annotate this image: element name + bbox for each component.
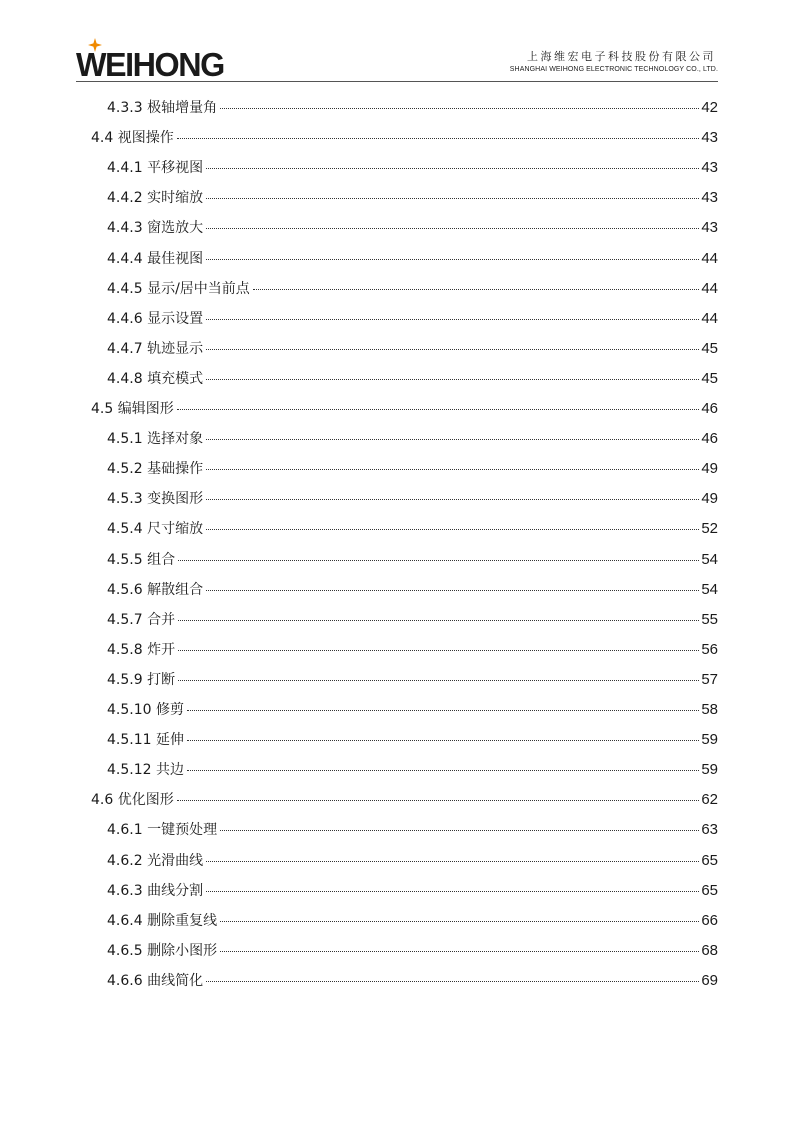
- toc-entry[interactable]: [107, 156, 718, 180]
- toc-entry-page-number: 59: [701, 731, 718, 749]
- dot-leader: [206, 198, 699, 199]
- toc-entry-title: 4.4.2 实时缩放: [107, 190, 204, 207]
- toc-entry-title: 4.5.8 炸开: [107, 641, 176, 658]
- toc-entry-page-number: 44: [701, 279, 718, 297]
- toc-entry-page-number: 63: [701, 821, 718, 839]
- toc-entry[interactable]: [107, 96, 718, 120]
- dot-leader: [206, 499, 699, 500]
- toc-entry[interactable]: [107, 457, 718, 481]
- toc-entry[interactable]: [107, 247, 718, 271]
- toc-entry-title: 4.5.4 尺寸缩放: [107, 521, 204, 538]
- toc-entry-page-number: 62: [701, 791, 718, 809]
- dot-leader: [253, 289, 700, 290]
- toc-entry-page-number: 43: [701, 189, 718, 207]
- toc-entry-page-number: 54: [701, 550, 718, 568]
- toc-entry-page-number: 54: [701, 580, 718, 598]
- toc-entry-page-number: 55: [701, 610, 718, 628]
- toc-entry[interactable]: [107, 216, 718, 240]
- toc-entry-page-number: 43: [701, 129, 718, 147]
- company-name-en: SHANGHAI WEIHONG ELECTRONIC TECHNOLOGY CO., LTD.: [509, 66, 718, 73]
- toc-entry-title: 4.4.6 显示设置: [107, 310, 204, 327]
- toc-entry-page-number: 46: [701, 400, 718, 417]
- company-name-cn: 上海维宏电子科技股份有限公司: [527, 50, 716, 63]
- dot-leader: [206, 861, 699, 862]
- toc-entry-title: 4.6 优化图形: [91, 792, 174, 809]
- toc-entry[interactable]: [107, 638, 718, 662]
- toc-entry-page-number: 52: [701, 520, 718, 538]
- dot-leader: [206, 319, 699, 320]
- dot-leader: [206, 981, 699, 982]
- toc-entry-title: 4.5.2 基础操作: [107, 461, 204, 478]
- dot-leader: [206, 228, 699, 229]
- toc-entry-page-number: 59: [701, 761, 718, 779]
- dot-leader: [206, 349, 699, 350]
- toc-entry-title: 4.4.7 轨迹显示: [107, 340, 204, 357]
- toc-entry-title: 4.4.4 最佳视图: [107, 250, 204, 267]
- dot-leader: [187, 770, 699, 771]
- dot-leader: [206, 529, 699, 530]
- dot-leader: [206, 439, 699, 440]
- dot-leader: [177, 138, 700, 139]
- toc-entry[interactable]: [107, 818, 718, 842]
- toc-entry[interactable]: [107, 487, 718, 511]
- toc-entry-page-number: 65: [701, 851, 718, 869]
- toc-entry[interactable]: [107, 307, 718, 331]
- toc-entry[interactable]: [107, 517, 718, 541]
- toc-entry-page-number: 66: [701, 911, 718, 929]
- toc-entry[interactable]: [107, 337, 718, 361]
- toc-entry[interactable]: [107, 879, 718, 903]
- dot-leader: [178, 680, 699, 681]
- toc-entry-page-number: 43: [701, 159, 718, 177]
- toc-entry-page-number: 43: [701, 219, 718, 237]
- toc-entry[interactable]: [107, 668, 718, 692]
- toc-entry-page-number: 69: [701, 971, 718, 989]
- toc-entry-title: 4.6.1 一键预处理: [107, 822, 218, 839]
- toc-entry-page-number: 49: [701, 460, 718, 478]
- toc-entry-title: 4.4.3 窗选放大: [107, 220, 204, 237]
- toc-entry-page-number: 68: [701, 941, 718, 959]
- toc-entry-title: 4.5 编辑图形: [91, 401, 174, 417]
- toc-entry-page-number: 45: [701, 339, 718, 357]
- toc-entry-title: 4.6.3 曲线分割: [107, 882, 204, 899]
- toc-entry-title: 4.5.11 延伸: [107, 732, 184, 749]
- dot-leader: [177, 409, 700, 410]
- toc-entry-page-number: 46: [701, 430, 718, 448]
- toc-entry-title: 4.5.6 解散组合: [107, 581, 204, 598]
- dot-leader: [206, 469, 699, 470]
- toc-entry[interactable]: [107, 578, 718, 602]
- toc-entry-title: 4.6.4 删除重复线: [107, 912, 218, 929]
- toc-entry[interactable]: [91, 126, 718, 150]
- toc-entry-title: 4.6.5 删除小图形: [107, 942, 218, 959]
- toc-entry[interactable]: [107, 698, 718, 722]
- toc-entry[interactable]: [107, 758, 718, 782]
- toc-entry[interactable]: [107, 548, 718, 572]
- dot-leader: [220, 108, 699, 109]
- dot-leader: [206, 259, 699, 260]
- toc-entry-title: 4.5.9 打断: [107, 671, 176, 688]
- toc-entry-title: 4.5.10 修剪: [107, 702, 184, 718]
- dot-leader: [220, 951, 699, 952]
- toc-entry-page-number: 44: [701, 309, 718, 327]
- dot-leader: [187, 710, 699, 711]
- dot-leader: [206, 168, 699, 169]
- dot-leader: [187, 740, 699, 741]
- toc-entry-title: 4.4.8 填充模式: [107, 370, 204, 387]
- toc-entry[interactable]: [107, 849, 718, 873]
- dot-leader: [178, 560, 699, 561]
- dot-leader: [206, 590, 699, 591]
- toc-entry-title: 4.5.1 选择对象: [107, 431, 204, 448]
- toc-entry-title: 4.5.3 变换图形: [107, 491, 204, 508]
- toc-entry-title: 4.5.12 共边: [107, 762, 184, 779]
- toc-entry-page-number: 49: [701, 490, 718, 508]
- toc-entry-page-number: 44: [701, 249, 718, 267]
- toc-entry-page-number: 42: [701, 99, 718, 116]
- toc-entry[interactable]: [107, 608, 718, 632]
- toc-entry-page-number: 45: [701, 369, 718, 387]
- dot-leader: [177, 800, 700, 801]
- dot-leader: [178, 650, 699, 651]
- toc-entry[interactable]: [107, 969, 718, 993]
- toc-entry[interactable]: [107, 728, 718, 752]
- dot-leader: [206, 891, 699, 892]
- toc-entry[interactable]: [107, 939, 718, 963]
- toc-entry-title: 4.4 视图操作: [91, 130, 174, 147]
- toc-entry-page-number: 65: [701, 881, 718, 899]
- toc-entry[interactable]: [107, 427, 718, 451]
- toc-entry[interactable]: [107, 277, 718, 301]
- toc-entry-page-number: 56: [701, 640, 718, 658]
- toc-entry-title: 4.4.5 显示/居中当前点: [107, 280, 250, 297]
- dot-leader: [206, 379, 699, 380]
- toc-entry-title: 4.5.7 合并: [107, 611, 176, 628]
- toc-entry[interactable]: [91, 788, 718, 812]
- toc-entry[interactable]: [107, 367, 718, 391]
- toc-entry-title: 4.5.5 组合: [107, 551, 176, 568]
- toc-entry[interactable]: [91, 397, 718, 421]
- toc-entry-page-number: 57: [701, 670, 718, 688]
- dot-leader: [178, 620, 699, 621]
- toc-entry-title: 4.6.6 曲线简化: [107, 972, 204, 989]
- toc-entry-title: 4.3.3 极轴增量角: [107, 100, 218, 116]
- toc-entry-page-number: 58: [701, 701, 718, 718]
- dot-leader: [220, 830, 699, 831]
- page-header: [76, 38, 718, 82]
- toc-entry[interactable]: [107, 909, 718, 933]
- header-divider: [76, 81, 718, 82]
- logo-text: WEIHONG: [76, 46, 224, 83]
- toc-entry-title: 4.4.1 平移视图: [107, 160, 204, 177]
- dot-leader: [220, 921, 699, 922]
- toc-entry[interactable]: [107, 186, 718, 210]
- toc-entry-title: 4.6.2 光滑曲线: [107, 852, 204, 869]
